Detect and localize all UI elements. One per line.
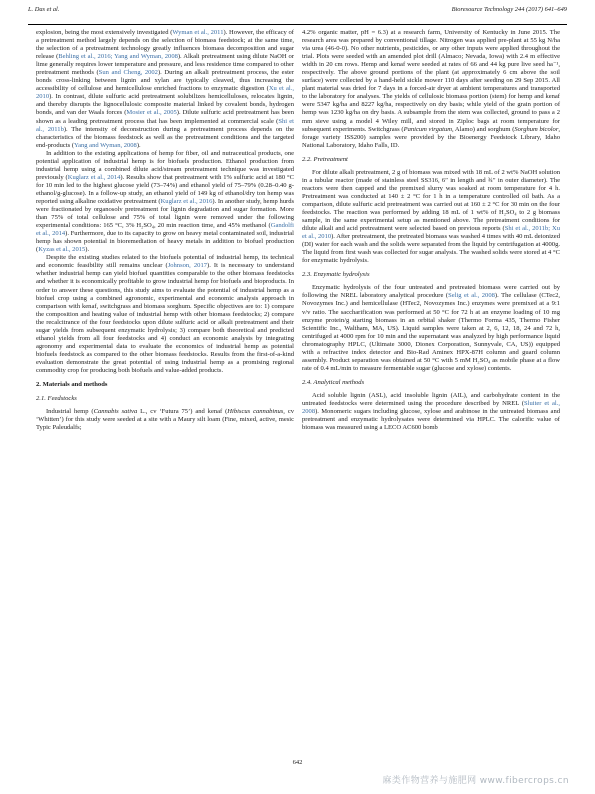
citation-link[interactable]: Johnson, 2017 bbox=[167, 262, 208, 270]
paragraph bbox=[36, 408, 294, 432]
watermark: 麻类作物营养与施肥网 www.fibercrops.cn bbox=[382, 776, 569, 786]
text-run: In addition to the existing applications of hemp for fiber, oil and nutraceutical products, one potential application of industrial hemp is for biofuels production. Ethanol production from industrial hemp using a combined dilute acid/stream pretreatment technique was investigated previously ( bbox=[36, 149, 294, 181]
text-run: ). However, the efficacy of a pretreatment method largely depends on the selection of biomass feedstock; at the same time, the selection of a pretreatment technology greatly influences biomass decomposition and sugar release ( bbox=[36, 29, 294, 61]
right-column bbox=[302, 29, 560, 432]
citation-link[interactable]: Kuglarz et al., 2014 bbox=[67, 173, 121, 181]
subsection-heading: 2.1. Feedstocks bbox=[36, 395, 77, 403]
text-run: ). bbox=[136, 141, 141, 149]
subsection-heading: 2.2. Pretreatment bbox=[302, 155, 348, 163]
text-run: ). In another study, hemp hurds were fractionated by organosolv pretreatment for lignin degradation and sugar formation. More than 75% of total cellulose and 75% of total lignin were removed under the following experimental conditions: 165 °C, 3% H₂SO₄, 20 min reaction time, and 45% methanol ( bbox=[36, 197, 295, 230]
paragraph bbox=[36, 150, 294, 255]
paragraph bbox=[36, 254, 294, 375]
text-run: explosion, being the most extensively investigated ( bbox=[36, 29, 173, 36]
text-run: Industrial hemp ( bbox=[46, 408, 94, 416]
italic-text: Panicum virgatum bbox=[403, 125, 452, 133]
citation-link[interactable]: Gandolfi et al., 2014 bbox=[36, 222, 294, 238]
text-run: Enzymatic hydrolysis of the four untreated and pretreated biomass were carried out by following the NREL laboratory analytical procedure ( bbox=[302, 284, 560, 300]
text-run: , cv ‘Whitten’) for this study were seeded at a site with a Maury silt loam (Fine, mixed, active, mesic Typic Paleudalfs; bbox=[36, 408, 295, 432]
text-run: ). The cellulase (CTec2, Novozymes Inc.) and hemicellulase (HTec2, Novozymes Inc.) enzymes were premixed at a 9:1 v/v ratio. The saccharification was performed at 50 °C for 72 h at an enzyme loading of 10 mg enzyme protein/g starting biomass in an orbital shaker (Thermo Forma 435, Thermo Fisher Scientific Inc., Waltham, MA, US). Liquid samples were taken at 2, 6, 12, 18, 24 and 72 h, centrifuged at 4000 rpm for 10 min and the supernatant was analyzed by high performance liquid chromatography HPLC, (Ultimate 3000, Dionex Corporation, Sunnyvale, CA, US)) equipped with a refractive index detector and Bio-Rad Aminex HPX-87H column and guard column assembly. Product separation was obtained at 50 °C with 5 mM H₂SO₄ as mobile phase at a flow rate of 0.4 mL/min to measure fermentable sugar (glucose and xylose) contents. bbox=[302, 292, 561, 372]
subsection-heading: 2.4. Analytical methods bbox=[302, 378, 365, 386]
citation-link[interactable]: Kyzas et al., 2015 bbox=[38, 246, 86, 254]
citation-link[interactable]: Behling et al., 2016; Yang and Wyman, 2008 bbox=[58, 53, 178, 61]
citation-link[interactable]: Sun and Cheng, 2002 bbox=[98, 69, 158, 77]
citation-link[interactable]: Shi et al., 2011b bbox=[36, 117, 294, 133]
header-rule bbox=[28, 24, 567, 25]
subsection-heading: 2.3. Enzymatic hydrolysis bbox=[302, 271, 370, 279]
paragraph bbox=[302, 284, 560, 373]
running-head-journal: Bioresource Technology 244 (2017) 641–649 bbox=[451, 6, 567, 13]
text-run: ). In contrast, dilute sulfuric acid pretreatment solubilizes hemicelluloses, relocates lignin, and thereby disrupts the lignocellulosic composite material linked by covalent bonds, hydrogen bonds, and van der Waals forces ( bbox=[36, 93, 294, 117]
citation-link[interactable]: Kuglarz et al., 2016 bbox=[160, 197, 213, 205]
text-run: ). During an alkali pretreatment process, the ester bonds cross-linking between lignin and xylan are typically cleaved, thus increasing the accessibility of cellulose and hemicellulose enriched fractions to enzymatic digestion ( bbox=[36, 69, 295, 93]
text-run: Acid soluble lignin (ASL), acid insoluble lignin (AIL), and carbohydrate content in the untreated feedstocks were determined using the procedure described by NREL ( bbox=[302, 391, 560, 407]
text-run: ). Dilute sulfuric acid pretreatment has been shown as a leading pretreatment process that has been implemented at commercial scale ( bbox=[36, 109, 294, 125]
section-heading: 2. Materials and methods bbox=[36, 381, 108, 389]
page-number: 642 bbox=[292, 759, 303, 766]
text-run: ). It is necessary to understand whether industrial hemp can yield biofuel quantities comparable to the other biomass feedstocks and whether it is economically profitable to grow industrial hemp for biofuels and bioproducts. In order to answer these questions, this study aims to evaluate the potential of industrial hemp as a biofuel crop using a combined agronomic, experimental and economic analysis approach in comparison with kenaf, switchgrass and biomass sorghum. Specific objectives are to: 1) compare the composition and heating value of industrial hemp with other biomass feedstocks; 2) compare the recalcitrance of the four feedstocks upon dilute sulfuric acid or alkali pretreatment and their sugar yields from subsequent enzymatic hydrolysis; 3) compare both theoretical and predicted ethanol yields from all four feedstocks and 4) conduct an economic analysis by integrating agronomy and experimental data to evaluate the economics of industrial hemp as potential biofuels feedstock as compared to the other biomass feedstocks. Results from the first-of-a-kind evaluation demonstrate the great potential of using industrial hemp as a promising regional commodity crop for producing both biofuels and value-added products. bbox=[36, 262, 294, 374]
paragraph bbox=[302, 392, 560, 432]
italic-text: Cannabis sativa bbox=[93, 408, 138, 416]
citation-link[interactable]: Shi et al., 2011b; Xu et al., 2010 bbox=[302, 225, 560, 241]
citation-link[interactable]: Wyman et al., 2011 bbox=[172, 29, 224, 36]
paragraph bbox=[36, 29, 294, 150]
text-run: L., cv ‘Futura 75’) and kenaf ( bbox=[137, 408, 228, 416]
running-head-authors: L. Das et al. bbox=[28, 6, 60, 13]
text-run: , forage variety ISS200) samples were provided by the Bioenergy Feedstock Library, Idaho National Laboratory, Idaho Falls, ID. bbox=[302, 125, 561, 149]
paragraph bbox=[302, 169, 560, 266]
text-run: ). Results show that pretreatment with 1% sulfuric acid at 180 °C for 10 min led to the highest glucose yield (73–74%) and ethanol yield of 75–79% (0.28–0.40 g-ethanol/g-glucose). In a follow-up study, an ethanol yield of 149 kg of ethanol/dry ton hemp was reported using alkaline oxidative pretreatment ( bbox=[36, 173, 294, 205]
paragraph bbox=[302, 29, 560, 150]
text-run: ). Monomeric sugars including glucose, xylose and arabinose in the untreated biomass and pretreatment and enzymatic hydrolysates were determined via HPLC. The calorific value of biomass was measured using a LECO AC600 bomb bbox=[302, 408, 560, 432]
citation-link[interactable]: Sluiter et al., 2008 bbox=[302, 399, 560, 416]
citation-link[interactable]: Selig et al., 2008 bbox=[448, 292, 495, 300]
citation-link[interactable]: Xu et al., 2010 bbox=[36, 85, 294, 101]
citation-link[interactable]: Yang and Wyman, 2008 bbox=[74, 141, 137, 149]
citation-link[interactable]: Mosier et al., 2005 bbox=[126, 109, 177, 117]
text-run: ). bbox=[85, 246, 90, 254]
text-run: ). The intensity of deconstruction during a pretreatment process depends on the characteristics of the biomass feedstock as well as the pretreatment conditions and the targeted end-products ( bbox=[36, 125, 294, 149]
text-run: Despite the existing studies related to the biofuels potential of industrial hemp, its technical and economic feasibility still remains unclear ( bbox=[36, 254, 294, 270]
text-run: , Alamo) and sorghum ( bbox=[451, 125, 515, 133]
left-column bbox=[36, 29, 294, 432]
text-run: ). Alkali pretreatment using dilute NaOH or lime generally requires lower temperature and pressure, and less residence time compared to other pretreatment methods ( bbox=[36, 53, 295, 77]
italic-text: Hibiscus cannabinus bbox=[227, 408, 284, 416]
text-run: For dilute alkali pretreatment, 2 g of biomass was mixed with 18 mL of 2 wt% NaOH solution in a tubular reactor (made of stainless steel SS316, 6″ in length and ¾″ in outer diameter). The reactors were then capped and the premixed slurry was soaked at room temperature for 4 h. Pretreatment was conducted at 140 ± 2 °C for 1 h in a temperature controlled oil bath. As a comparison, dilute sulfuric acid pretreatment was carried out at 160 ± 2 °C for 30 min on the four feedstocks. The reaction was performed by adding 18 mL of 1 wt% of H₂SO₄ to 2 g biomass sample, in the same experimental setup as mentioned above. The pretreatment conditions for dilute alkali and acid pretreatment were selected based on previous reports ( bbox=[302, 168, 560, 233]
italic-text: Sorghum bicolor bbox=[514, 125, 559, 133]
running-head bbox=[28, 6, 567, 18]
text-run: ). After pretreatment, the pretreated biomass was washed 4 times with 40 mL deionized (DI) water for each wash and the solids were separated from the liquid by centrifugation at 4000g. The liquid from first wash was collected for sugar analysis. The washed solids were stored at 4 °C for enzymatic hydrolysis. bbox=[302, 233, 560, 265]
text-run: 4.2% organic matter, pH = 6.3) at a research farm, University of Kentucky in June 2015. The research area was prepared by conventional tillage. Nitrogen was applied pre-plant at 55 kg N/ha via urea (46-0-0). No other nutrients, pesticides, or any other inputs were applied throughout the trial. Plots were seeded with an amended plot drill (Almaco; Nevada, Iowa) with 2.4 m effective width in 20 cm rows. Hemp and kenaf were seeded at rates of 66 and 44 kg pure live seed ha⁻¹, respectively. The above ground portions of the plant (at approximately 6 cm above the soil surface) were collected by a hand-held sickle mower 110 days after seeding on 29 Sep 2015. All plant material was dried for 7 days in a forced-air dryer at ambient temperatures and transported to the laboratory for analyses. The yields of cellulosic biomass portion (stem) for hemp and kenaf were 5347 kg/ha and 8227 kg/ha, respectively on dry basis; while yield of the grain portion of hemp was 1230 kg/ha on dry basis. A subsample from the stem was collected, ground to pass a 2 mm sieve using a model 4 Wiley mill, and stored in Ziploc bags at room temperature for subsequent experiments. Switchgrass ( bbox=[302, 29, 560, 133]
text-run: ). Furthermore, due to its capacity to grow on heavy metal contaminated soil, industrial hemp has shown potential in bioremediation of heavy metals in addition to biofuel production ( bbox=[36, 230, 295, 254]
